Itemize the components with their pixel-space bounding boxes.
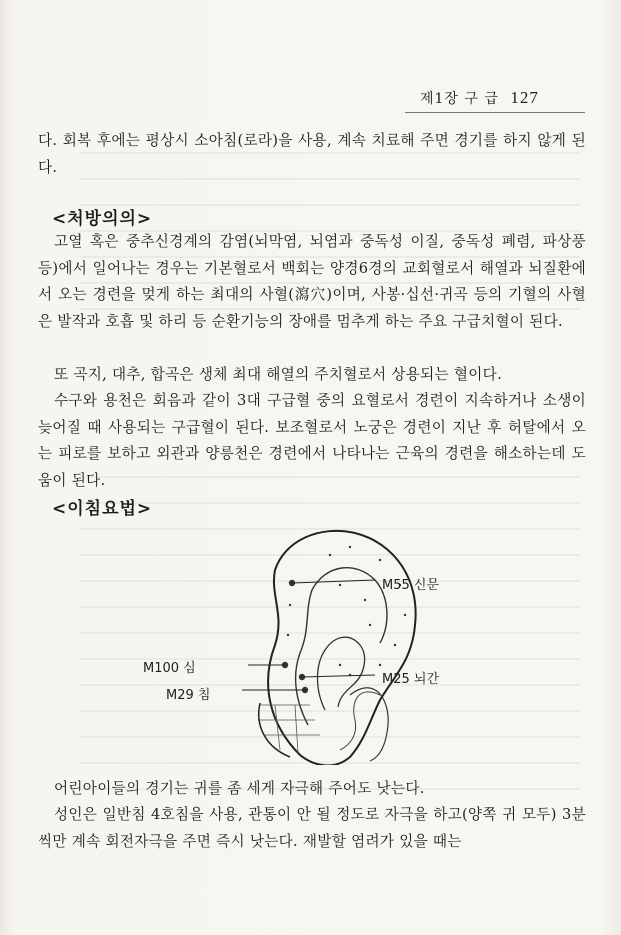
ear-paragraph-2: 성인은 일반침 4호침을 사용, 관통이 안 될 정도로 자극을 하고(양쪽 귀 모두) 3분씩만 계속 회전자극을 주면 즉시 낫는다. 재발할 염려가 있을 때는 — [38, 806, 586, 850]
page-number: 127 — [510, 88, 539, 107]
label-m29: M29 침 — [166, 688, 211, 703]
prescription-paragraph-1: 고열 혹은 중추신경계의 감염(뇌막염, 뇌염과 중독성 이질, 중독성 폐렴, 파상풍 등)에서 일어나는 경우는 기본혈로서 백회는 양경6경의 교회혈로서 해열과 뇌질환에서 오는 경련을 멎게 하는 최대의 사혈(瀉穴)이며, 사봉·십선·귀곡 등의 기혈의 사혈은 발작과 호흡 및 하리 등 순환기능의 장애를 멈추게 하는 주요 구급치혈이 된다. — [38, 233, 586, 330]
page-header — [420, 88, 580, 108]
prescription-paragraph-2: 또 곡지, 대추, 합곡은 생체 최대 해열의 주치혈로서 상용되는 혈이다. — [54, 366, 503, 383]
ear-diagram — [230, 525, 430, 765]
label-m25: M25 뇌간 — [382, 672, 440, 687]
intro-paragraph: 다. 회복 후에는 평상시 소아침(로라)을 사용, 계속 치료해 주면 경기를 하지 않게 된다. — [38, 132, 586, 176]
ear-paragraph-1: 어린아이들의 경기는 귀를 좀 세게 자극해 주어도 낫는다. — [54, 780, 425, 797]
label-m100: M100 심 — [143, 661, 196, 676]
header-rule — [405, 112, 585, 113]
prescription-paragraph-3: 수구와 용천은 회음과 같이 3대 구급혈 중의 요혈로서 경련이 지속하거나 소생이 늦어질 때 사용되는 구급혈이 된다. 보조혈로서 노궁은 경련이 지난 후 허탈에서 오는 피로를 보하고 외관과 양릉천은 경련에서 나타나는 근육의 경련을 해소하는데 도움이 된다. — [38, 392, 586, 489]
section-heading-ear-acupuncture: <이침요법> — [52, 499, 153, 519]
chapter-title: 제1장 구 급 — [420, 91, 499, 107]
label-m55: M55 신문 — [382, 578, 440, 593]
section-heading-prescription: <처방의의> — [52, 209, 153, 229]
